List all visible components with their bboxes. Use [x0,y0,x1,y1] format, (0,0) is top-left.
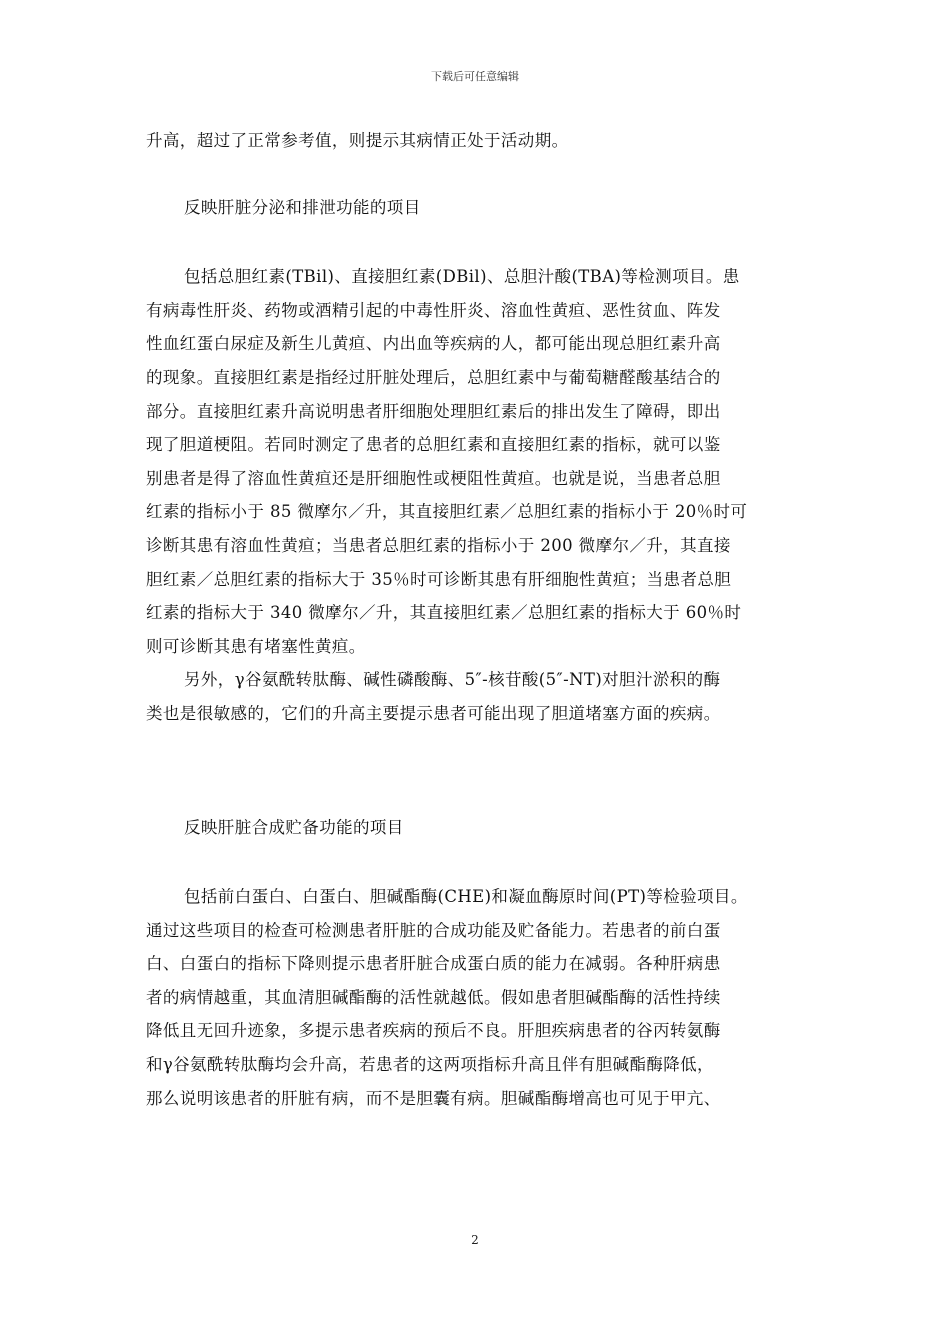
paragraph-line: 性血红蛋白尿症及新生儿黄疸、内出血等疾病的人，都可能出现总胆红素升高 [146,334,721,354]
paragraph-line: 白、白蛋白的指标下降则提示患者肝脏合成蛋白质的能力在减弱。各种肝病患 [146,954,721,974]
paragraph-line: 现了胆道梗阻。若同时测定了患者的总胆红素和直接胆红素的指标，就可以鉴 [146,435,721,455]
paragraph-line: 包括前白蛋白、白蛋白、胆碱酯酶(CHE)和凝血酶原时间(PT)等检验项目。 [184,887,748,907]
paragraph-line: 胆红素／总胆红素的指标大于 35％时可诊断其患有肝细胞性黄疸；当患者总胆 [146,569,732,589]
paragraph-line: 部分。直接胆红素升高说明患者肝细胞处理胆红素后的排出发生了障碍，即出 [146,401,721,421]
document-body [146,124,806,1115]
paragraph-line: 的现象。直接胆红素是指经过肝脏处理后，总胆红素中与葡萄糖醛酸基结合的 [146,367,721,387]
page-header: 下载后可任意编辑 [431,70,519,83]
paragraph-line: 和γ谷氨酰转肽酶均会升高，若患者的这两项指标升高且伴有胆碱酯酶降低， [146,1055,714,1075]
paragraph-line: 类也是很敏感的，它们的升高主要提示患者可能出现了胆道堵塞方面的疾病。 [146,703,721,723]
paragraph-line: 另外，γ谷氨酰转肽酶、碱性磷酸酶、5″-核苷酸(5″-NT)对胆汁淤积的酶 [184,670,721,690]
paragraph-synthesis [146,880,806,1115]
paragraph-secretion [146,260,806,663]
paragraph-line: 通过这些项目的检查可检测患者肝脏的合成功能及贮备能力。若患者的前白蛋 [146,920,721,940]
section-heading-secretion: 反映肝脏分泌和排泄功能的项目 [184,197,421,217]
section-heading-synthesis: 反映肝脏合成贮备功能的项目 [184,817,404,837]
paragraph-line: 包括总胆红素(TBil)、直接胆红素(DBil)、总胆汁酸(TBA)等检测项目。患 [184,267,740,287]
paragraph-line: 有病毒性肝炎、药物或酒精引起的中毒性肝炎、溶血性黄疸、恶性贫血、阵发 [146,300,721,320]
paragraph-line: 红素的指标大于 340 微摩尔／升，其直接胆红素／总胆红素的指标大于 60％时 [146,603,742,623]
paragraph-line: 则可诊断其患有堵塞性黄疸。 [146,636,366,656]
paragraph-line: 别患者是得了溶血性黄疸还是肝细胞性或梗阻性黄疸。也就是说，当患者总胆 [146,468,721,488]
paragraph-line: 降低且无回升迹象，多提示患者疾病的预后不良。肝胆疾病患者的谷丙转氨酶 [146,1021,721,1041]
paragraph-line: 者的病情越重，其血清胆碱酯酶的活性就越低。假如患者胆碱酯酶的活性持续 [146,987,721,1007]
paragraph-line: 诊断其患有溶血性黄疸；当患者总胆红素的指标小于 200 微摩尔／升，其直接 [146,535,731,555]
paragraph-line: 那么说明该患者的肝脏有病，而不是胆囊有病。胆碱酯酶增高也可见于甲亢、 [146,1088,721,1108]
paragraph-enzymes [146,663,806,730]
paragraph-line: 红素的指标小于 85 微摩尔／升，其直接胆红素／总胆红素的指标小于 20％时可 [146,502,748,522]
page-number: 2 [471,1233,479,1247]
intro-line: 升高，超过了正常参考值，则提示其病情正处于活动期。 [146,131,569,150]
